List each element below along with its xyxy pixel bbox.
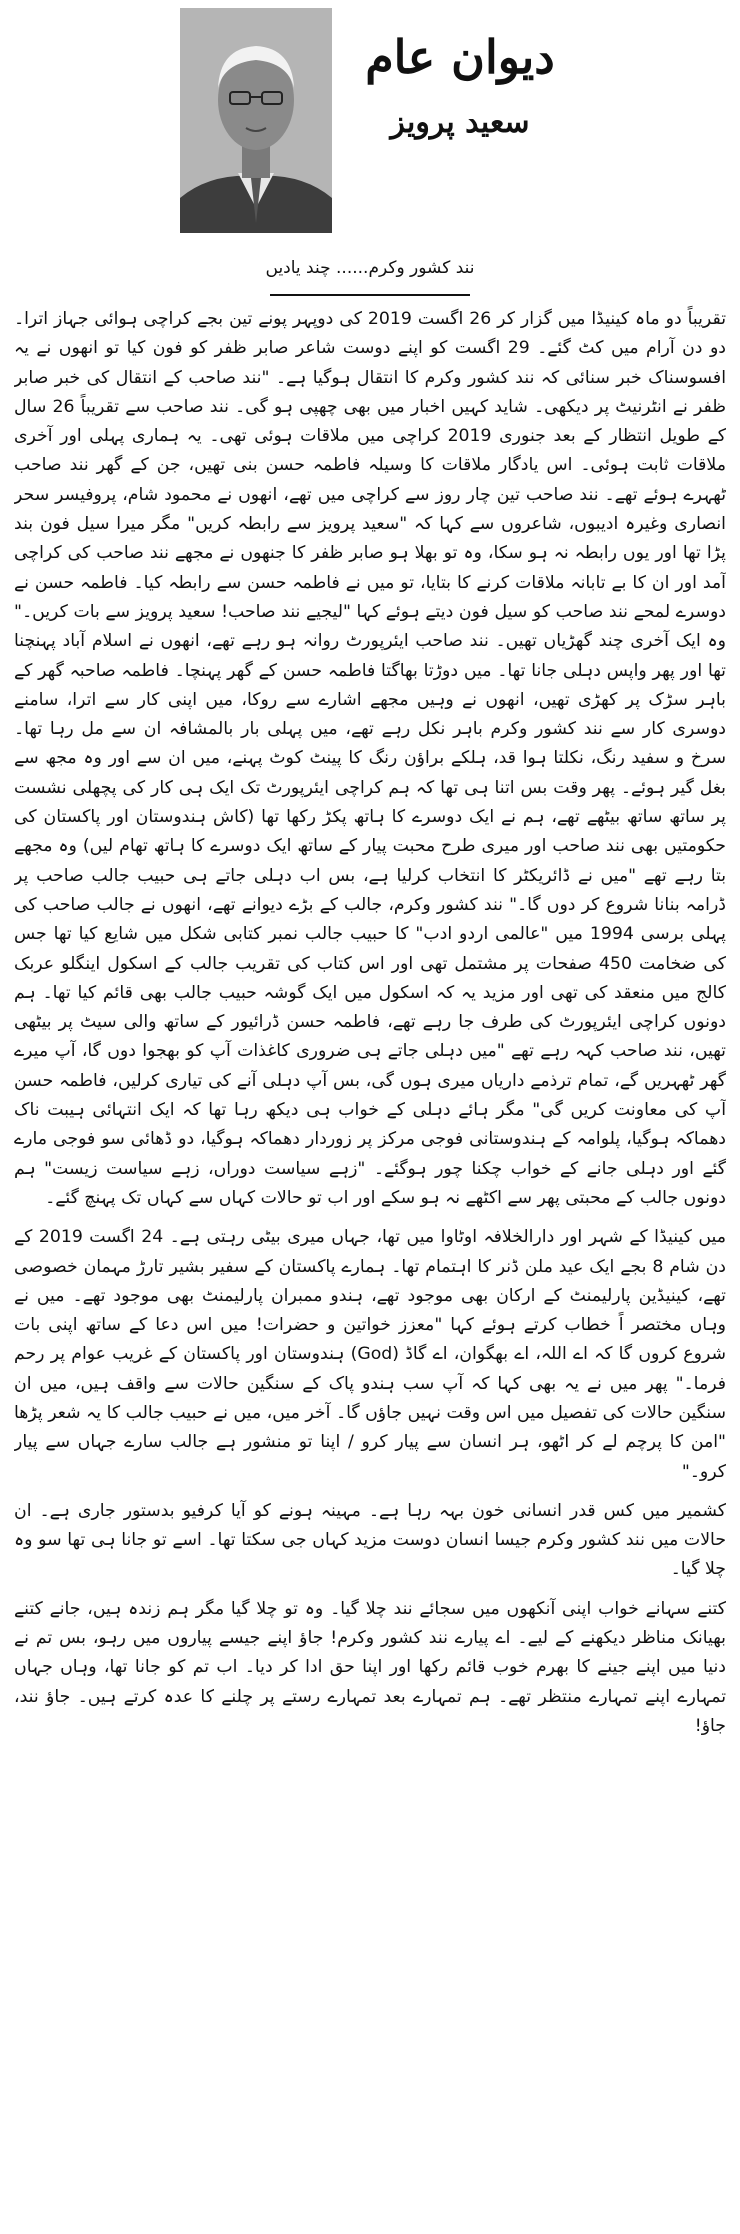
headline-divider: [270, 294, 470, 296]
article-paragraph: کشمیر میں کس قدر انسانی خون بہہ رہا ہے۔ مہینہ ہونے کو آیا کرفیو بدستور جاری ہے۔ ان حالات میں نند کشور وکرم جیسا انسان دوست مزید کہاں جی سکتا تھا۔ اسے تو جانا ہی تھا سو وہ چلا گیا۔: [14, 1500, 726, 1580]
article-paragraph: کتنے سہانے خواب اپنی آنکھوں میں سجائے نند چلا گیا۔ وہ تو چلا گیا مگر ہم زندہ ہیں، جانے کتنے بھیانک مناظر دیکھنے کے لیے۔ اے پیارے نند کشور وکرم! جاؤ اپنے جیسے پیاروں میں رہو، بس تم نے دنیا میں اپنے جینے کا بھرم خوب قائم رکھا اور اپنا حق ادا کر دیا۔ اب تم کو جانا تھا، وہاں جہاں تمہارے اپنے تمہارے منتظر تھے۔ ہم تمہارے بعد تمہارے رستے پر چلنے کا عدہ کرتے ہیں۔ جاؤ نند، جاؤ!: [14, 1598, 726, 1736]
article-paragraph: تقریباً دو ماہ کینیڈا میں گزار کر 26 اگست 2019 کی دوپہر پونے تین بجے کراچی ہوائی جہاز اترا۔ دو دن آرام میں کٹ گئے۔ 29 اگست کو اپنے دوست شاعر صابر ظفر کو فون کیا تو انھوں نے یہ افسوسناک خبر سنائی کہ نند کشور وکرم کا انتقال ہوگیا ہے۔ "نند صاحب کے انتقال کی خبر صابر ظفر نے انٹرنیٹ پر دیکھی۔ شاید کہیں اخبار میں بھی چھپی ہو گی۔ نند صاحب سے تقریباً 26 سال کے طویل انتظار کے بعد جنوری 2019 کراچی میں ملاقات ہوئی تھی۔ یہ ہماری پہلی اور آخری ملاقات ثابت ہوئی۔ اس یادگار ملاقات کا وسیلہ فاطمہ حسن بنی تھیں، جن کے گھر نند صاحب ٹھہرے ہوئے تھے۔ نند صاحب تین چار روز سے کراچی میں تھے، انھوں نے محمود شام، پروفیسر سحر انصاری وغیرہ ادیبوں، شاعروں سے کہا کہ "سعید پرویز سے رابطہ کریں" مگر میرا سیل فون بند پڑا تھا اور یوں رابطہ نہ ہو سکا، وہ تو بھلا ہو صابر ظفر کا جنھوں نے مجھے نند صاحب کی کراچی آمد اور ان کا بے تابانہ ملاقات کرنے کا بتایا، تو میں نے فاطمہ حسن سے رابطہ کیا۔ فاطمہ حسن نے دوسرے لمحے نند صاحب کو سیل فون دیتے ہوئے کہا "لیجیے نند صاحب! سعید پرویز سے بات کریں۔" وہ ایک آخری چند گھڑیاں تھیں۔ نند صاحب ایئرپورٹ روانہ ہو رہے تھے، انھوں نے اسلام آباد پہنچنا تھا اور پھر واپس دہلی جانا تھا۔ میں دوڑتا بھاگتا فاطمہ حسن کے گھر پہنچا۔ فاطمہ صاحبہ گھر کے باہر سڑک پر کھڑی تھیں، انھوں نے وہیں مجھے اشارے سے روکا، میں اپنی کار سے اترا، سامنے دوسری کار سے نند کشور وکرم باہر نکل رہے تھے، میں پہلی بار بالمشافہ ان سے مل رہا تھا۔ سرخ و سفید رنگ، نکلتا ہوا قد، ہلکے براؤن رنگ کا پینٹ کوٹ پہنے، میں ان سے اور وہ مجھ سے بغل گیر ہوئے۔ پھر وقت بس اتنا ہی تھا کہ ہم کراچی ایئرپورٹ تک ایک ہی کار کی پچھلی نشست پر ساتھ ساتھ بیٹھے تھے، ہم نے ایک دوسرے کا ہاتھ پکڑ رکھا تھا (کاش ہندوستان اور پاکستان کی حکومتیں بھی نند صاحب اور میری طرح محبت پیار کے ساتھ ایک دوسرے کا ہاتھ تھام لیں) وہ مجھے بتا رہے تھے "میں نے ڈائریکٹر کا انتخاب کرلیا ہے، بس اب دہلی جاتے ہی حبیب جالب صاحب پر ڈرامہ بنانا شروع کر دوں گا۔" نند کشور وکرم، جالب کے بڑے دیوانے تھے، انھوں نے جالب صاحب کی پہلی برسی 1994 میں "عالمی اردو ادب" کا حبیب جالب نمبر کتابی شکل میں شایع کیا تھا جس کی ضخامت 450 صفحات پر مشتمل تھی اور اس کتاب کی تقریب جالب کے اسکول اینگلو عربک کالج میں منعقد کی تھی اور مزید یہ کہ اسکول میں ایک گوشہ حبیب جالب بھی قائم کیا تھا۔ ہم دونوں کراچی ایئرپورٹ کی طرف جا رہے تھے، فاطمہ حسن ڈرائیور کے ساتھ والی سیٹ پر بیٹھی تھیں، نند صاحب کہہ رہے تھے "میں دہلی جاتے ہی ضروری کاغذات آپ کو بھجوا دوں گا، آپ میرے گھر ٹھہریں گے، تمام ترذمے داریاں میری ہوں گی، بس آپ دہلی آنے کی تیاری کرلیں، فاطمہ حسن آپ کی معاونت کریں گی" مگر ہائے دہلی کے خواب ہی دیکھ رہا تھا کہ ایک انتہائی ہیبت ناک دھماکہ ہوگیا، پلوامہ کے ہندوستانی فوجی مرکز پر زوردار دھماکہ ہوگیا، دو ڈھائی سو فوجی مارے گئے اور دہلی جانے کے خواب چکنا چور ہوگئے۔ "زہے سیاست دوراں، زہے سیاست زیست" ہم دونوں جالب کے محبتی پھر سے اکٹھے نہ ہو سکے اور اب تو حالات کہاں سے کہاں تک پہنچ گئے۔: [14, 309, 726, 1208]
column-author: سعید پرویز: [390, 105, 530, 140]
author-photo: [180, 8, 332, 233]
column-title: دیوان عام: [365, 30, 555, 84]
column-header: [0, 0, 740, 240]
article-paragraph: میں کینیڈا کے شہر اور دارالخلافہ اوٹاوا میں تھا، جہاں میری بیٹی رہتی ہے۔ 24 اگست 2019 کے دن شام 8 بجے ایک عید ملن ڈنر کا اہتمام تھا۔ ہمارے پاکستان کے سفیر بشیر تارڑ مہمان خصوصی تھے، کینیڈین پارلیمنٹ کے ارکان بھی موجود تھے، ہندو ممبران پارلیمنٹ بھی موجود تھے۔ میں نے وہاں مختصر اً خطاب کرتے ہوئے کہا "معزز خواتین و حضرات! میں اس دعا کے ساتھ اپنی بات شروع کروں گا کہ اے اللہ، اے بھگوان، اے گاڈ (God) ہندوستان اور پاکستان کے غریب عوام پر رحم فرما۔" پھر میں نے یہ بھی کہا کہ آپ سب ہندو پاک کے سنگین حالات سے واقف ہیں، میں ان سنگین حالات کی تفصیل میں اس وقت نہیں جاؤں گا۔ آخر میں، میں نے حبیب جالب کا یہ شعر پڑھا "امن کا پرچم لے کر اٹھو، ہر انسان سے پیار کرو / اپنا تو منشور ہے جالب سارے جہاں سے پیار کرو۔": [14, 1227, 726, 1482]
article-headline: نند کشور وکرم...... چند یادیں: [265, 258, 475, 278]
article-body: [14, 305, 726, 2220]
